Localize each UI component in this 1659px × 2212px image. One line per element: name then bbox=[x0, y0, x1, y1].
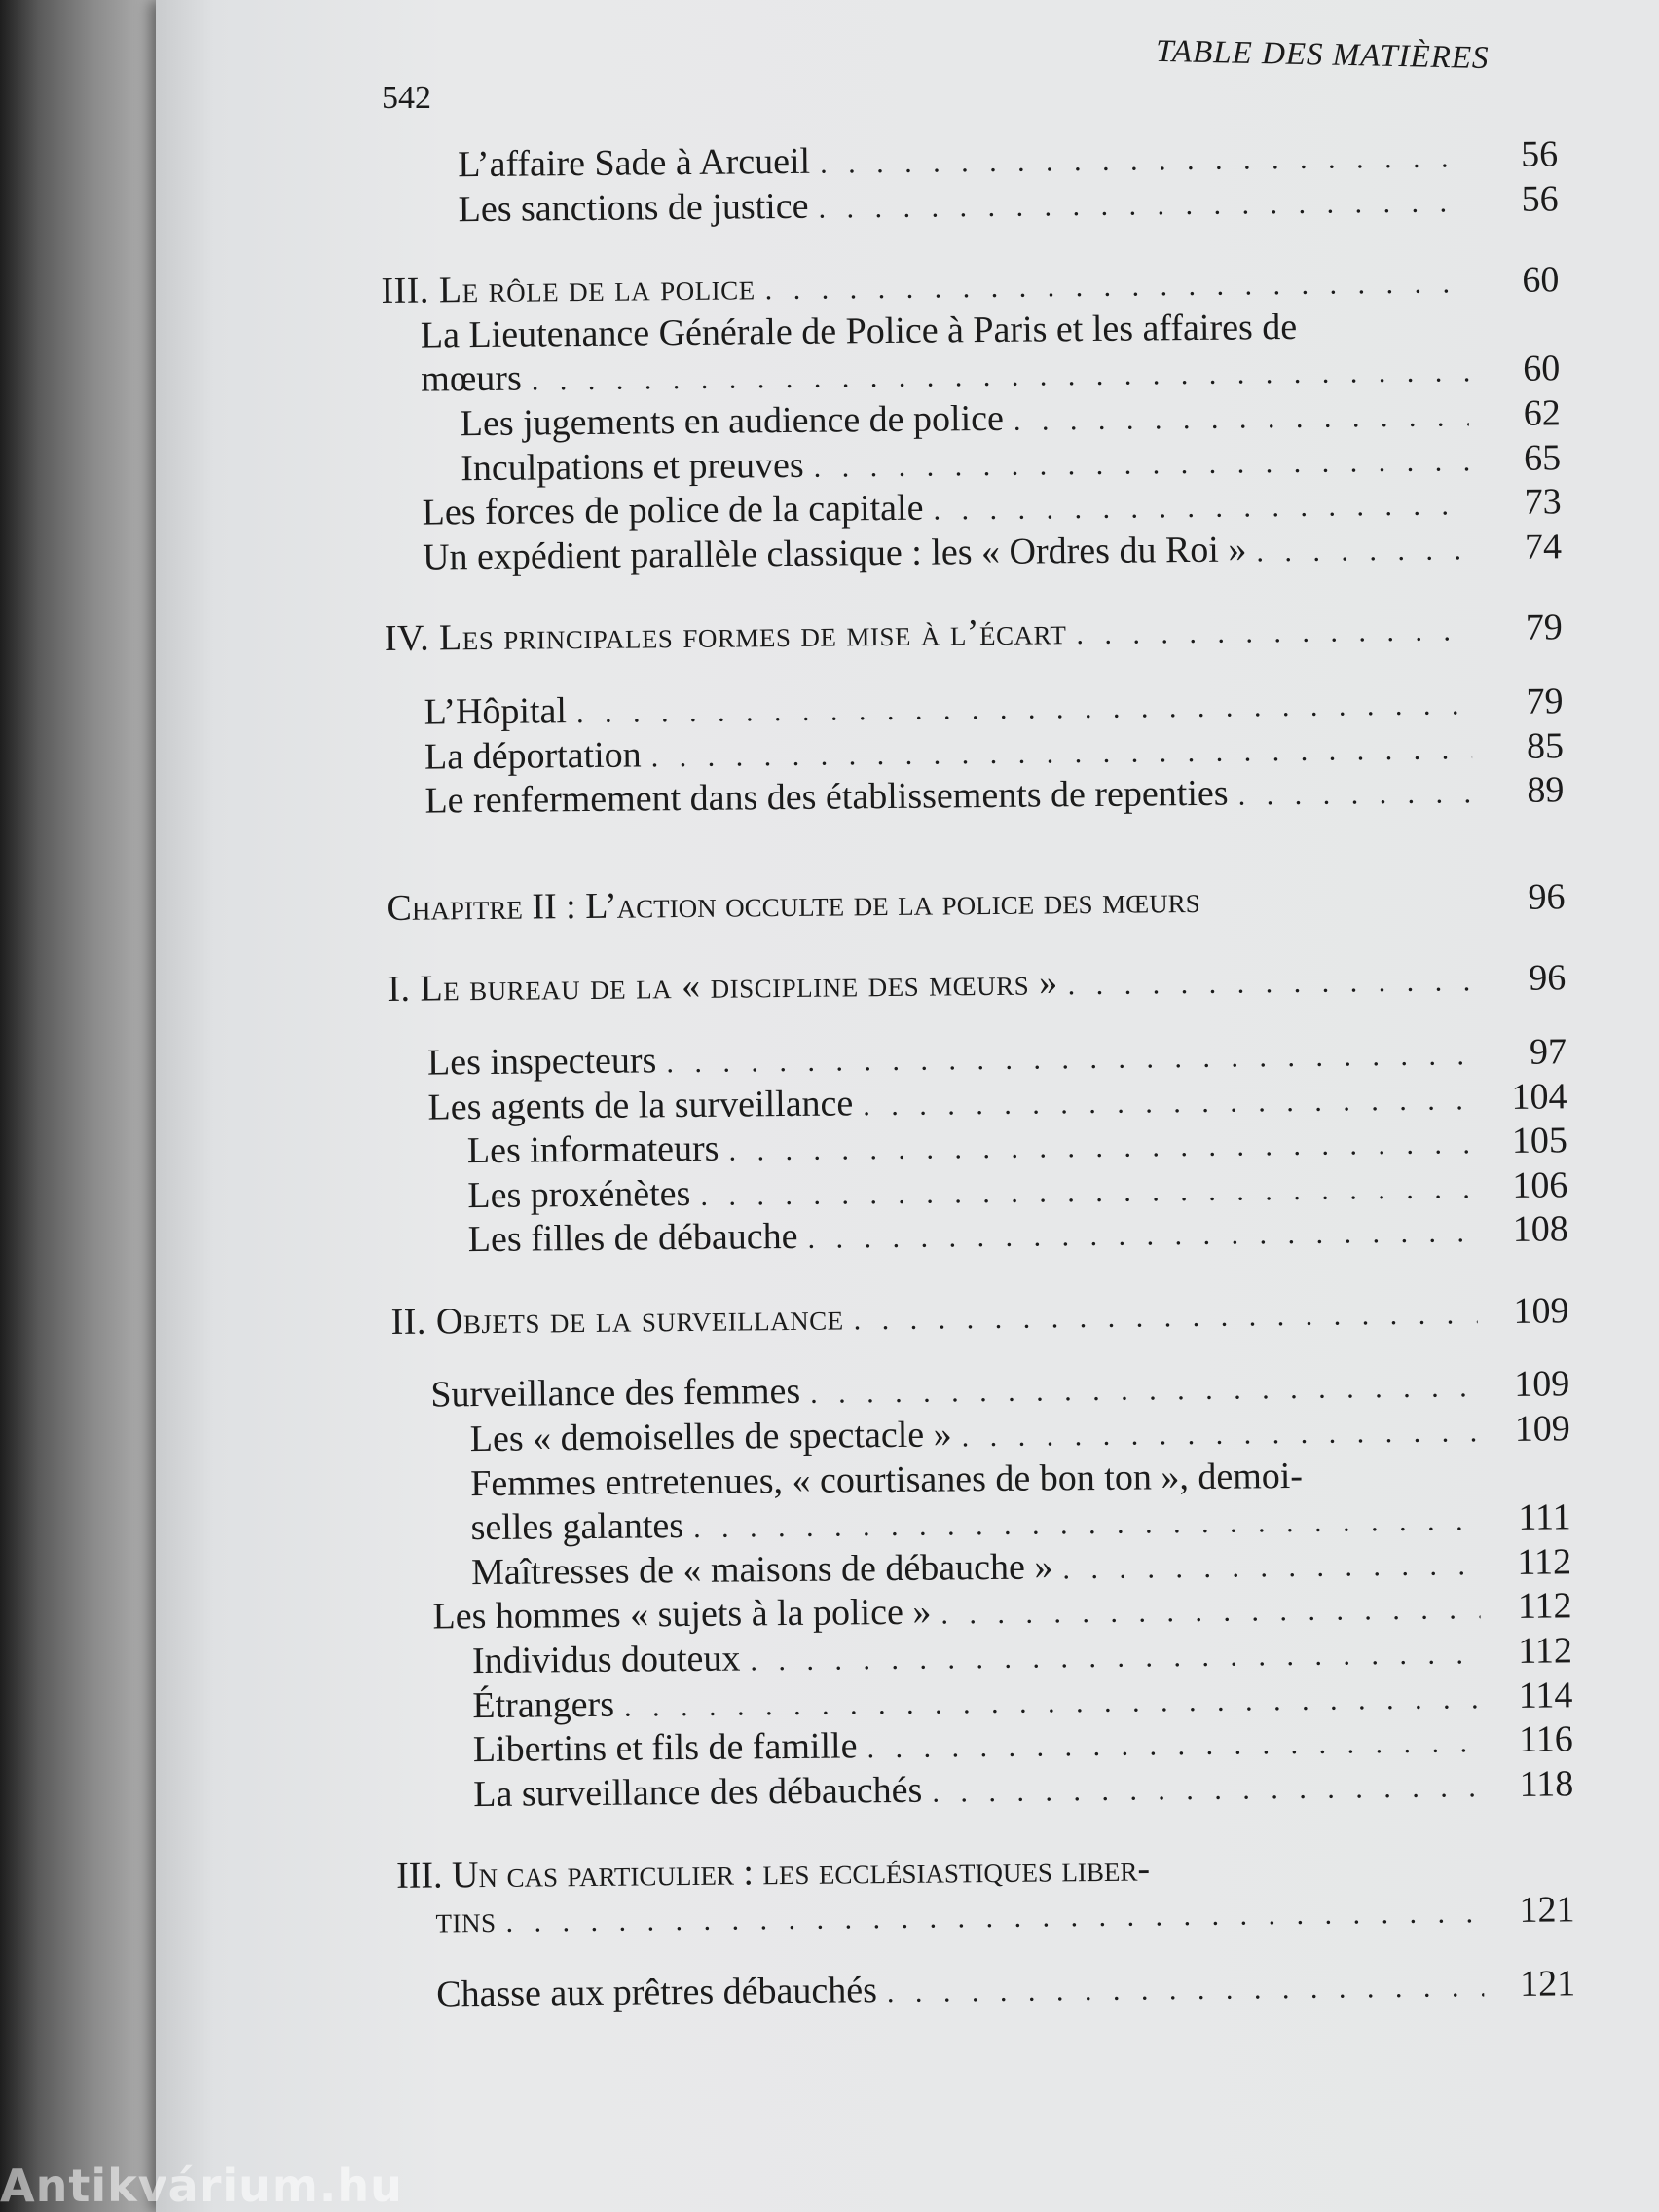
leader-dots bbox=[863, 1083, 1475, 1124]
toc-entry-title: Surveillance des femmes bbox=[430, 1371, 801, 1417]
leader-dots bbox=[624, 1681, 1482, 1724]
toc-entry-page: 56 bbox=[1521, 177, 1559, 220]
toc-entry-title: Chasse aux prêtres débauchés bbox=[436, 1969, 878, 2015]
toc-entry-title: Les hommes « sujets à la police » bbox=[432, 1592, 932, 1638]
book-spine-shadow bbox=[0, 0, 170, 2212]
leader-dots bbox=[700, 1171, 1476, 1214]
toc-entry-page: 105 bbox=[1511, 1120, 1568, 1161]
leader-dots bbox=[576, 687, 1472, 731]
leader-dots bbox=[532, 355, 1469, 399]
toc-entry-title: La déportation bbox=[424, 733, 642, 778]
toc-entry-page: 112 bbox=[1518, 1630, 1573, 1672]
leader-dots bbox=[1014, 399, 1469, 438]
toc-entry-title: Un expédient parallèle classique : les « Ordres du Roi » bbox=[422, 529, 1247, 578]
watermark: Antikvárium.hu bbox=[0, 2159, 403, 2212]
toc-entry-title: Les agents de la surveillance bbox=[427, 1082, 854, 1128]
toc-entry-title: III. Le rôle de la police bbox=[381, 267, 756, 313]
leader-dots bbox=[764, 266, 1467, 308]
toc-entry-title-line1: La Lieutenance Générale de Police à Paris et les affaires de bbox=[420, 306, 1298, 356]
toc-entry-page: 56 bbox=[1520, 133, 1559, 175]
leader-dots bbox=[728, 1126, 1476, 1168]
leader-dots bbox=[651, 732, 1473, 775]
leader-dots bbox=[940, 1593, 1480, 1633]
toc-entry-page: 112 bbox=[1517, 1585, 1572, 1628]
toc-entry-title: Inculpations et preuves bbox=[460, 444, 804, 489]
toc-entry-title: L’Hôpital bbox=[424, 690, 568, 733]
toc-entry-page: 89 bbox=[1527, 769, 1565, 811]
toc-entry-title: II. Objets de la surveillance bbox=[390, 1297, 844, 1343]
toc-entry-title: Le renfermement dans des établissements de repenties bbox=[424, 772, 1229, 822]
leader-dots bbox=[1076, 614, 1471, 653]
toc-entry-page: 114 bbox=[1518, 1674, 1573, 1716]
leader-dots bbox=[887, 1970, 1485, 2010]
toc-entry-title: Chapitre II : L’action occulte de la police des mœurs bbox=[387, 879, 1200, 929]
toc-entry-page: 96 bbox=[1529, 957, 1567, 1000]
toc-entry-page: 109 bbox=[1513, 1290, 1569, 1332]
toc-entry-page: 118 bbox=[1519, 1763, 1574, 1805]
leader-dots bbox=[818, 185, 1466, 226]
leader-dots bbox=[1256, 533, 1470, 570]
leader-dots bbox=[932, 1770, 1482, 1810]
toc-entry-page: 60 bbox=[1523, 348, 1561, 390]
leader-dots bbox=[807, 1216, 1477, 1258]
toc-entry-page: 65 bbox=[1523, 436, 1562, 479]
toc-entry-page: 121 bbox=[1519, 1962, 1576, 2005]
leader-dots bbox=[961, 1415, 1478, 1455]
toc-entry-title: Les proxénètes bbox=[467, 1172, 691, 1216]
toc-entry-title: IV. Les principales formes de mise à l’écart bbox=[384, 611, 1067, 660]
toc-entry-title: Les filles de débauche bbox=[467, 1216, 798, 1261]
toc-entry-title: Les forces de police de la capitale bbox=[422, 487, 924, 534]
toc-entry-title: I. Le bureau de la « discipline des mœurs » bbox=[387, 962, 1058, 1011]
toc-entry-page: 97 bbox=[1529, 1031, 1567, 1073]
toc-entry-page: 104 bbox=[1511, 1075, 1567, 1118]
toc-entry-page: 60 bbox=[1522, 259, 1560, 301]
toc-entry-page: 79 bbox=[1526, 681, 1564, 722]
toc-entry-page: 85 bbox=[1526, 724, 1565, 767]
toc-entry-page: 109 bbox=[1514, 1363, 1570, 1406]
toc-entry-title: Étrangers bbox=[472, 1683, 615, 1726]
toc-entry-page: 96 bbox=[1528, 876, 1566, 918]
toc-section-heading-line1: III. Un cas particulier : les ecclésiastiques liber- bbox=[395, 1848, 1151, 1898]
toc-entry-page: 106 bbox=[1512, 1164, 1568, 1206]
toc-entry-page: 116 bbox=[1518, 1718, 1573, 1761]
leader-dots bbox=[866, 1725, 1482, 1766]
leader-dots bbox=[750, 1637, 1481, 1678]
toc-entry-title: Maîtresses de « maisons de débauche » bbox=[470, 1546, 1053, 1594]
toc-entry-page: 121 bbox=[1519, 1889, 1575, 1931]
leader-dots bbox=[1068, 965, 1475, 1004]
leader-dots bbox=[505, 1896, 1483, 1940]
leader-dots bbox=[813, 444, 1469, 485]
toc-entry-title: La surveillance des débauchés bbox=[473, 1769, 923, 1815]
leader-dots bbox=[810, 1371, 1478, 1413]
toc-entry-page: 73 bbox=[1524, 481, 1562, 523]
leader-dots bbox=[1237, 776, 1472, 813]
leader-dots bbox=[933, 488, 1469, 528]
toc-entry-title: L’affaire Sade à Arcueil bbox=[458, 140, 811, 186]
toc-entry-title-line1: Femmes entretenues, « courtisanes de bon ton », demoi- bbox=[470, 1455, 1304, 1504]
toc-entry-title: Les inspecteurs bbox=[426, 1040, 657, 1084]
toc-entry-title: Individus douteux bbox=[471, 1638, 741, 1682]
toc-entry-page: 109 bbox=[1514, 1408, 1570, 1450]
toc-entry-title-line2: tins bbox=[435, 1899, 497, 1941]
toc-entry-page: 111 bbox=[1518, 1496, 1571, 1539]
toc-entry-title: Les jugements en audience de police bbox=[460, 397, 1005, 445]
running-title: TABLE DES MATIÈRES bbox=[1155, 33, 1490, 76]
toc-entry-title: Libertins et fils de famille bbox=[472, 1725, 858, 1771]
toc-entry-page: 74 bbox=[1524, 526, 1563, 568]
leader-dots bbox=[1062, 1548, 1480, 1587]
toc-entry-title: Les « demoiselles de spectacle » bbox=[469, 1414, 952, 1460]
toc-entry-page: 62 bbox=[1523, 392, 1561, 434]
toc-entry-page: 108 bbox=[1512, 1208, 1568, 1251]
toc-entry-title: Les informateurs bbox=[466, 1127, 719, 1172]
leader-dots bbox=[854, 1297, 1478, 1338]
leader-dots bbox=[666, 1038, 1475, 1081]
toc-entry-page: 112 bbox=[1517, 1541, 1572, 1583]
table-of-contents bbox=[380, 132, 1575, 2017]
toc-entry-title: Les sanctions de justice bbox=[458, 185, 809, 230]
toc-entry-title-line2: mœurs bbox=[421, 357, 522, 400]
toc-entry-title-line2: selles galantes bbox=[470, 1505, 684, 1549]
toc-entry-page: 79 bbox=[1525, 607, 1564, 649]
leader-dots bbox=[693, 1503, 1480, 1546]
leader-dots bbox=[820, 140, 1466, 181]
page-number: 542 bbox=[382, 80, 431, 116]
